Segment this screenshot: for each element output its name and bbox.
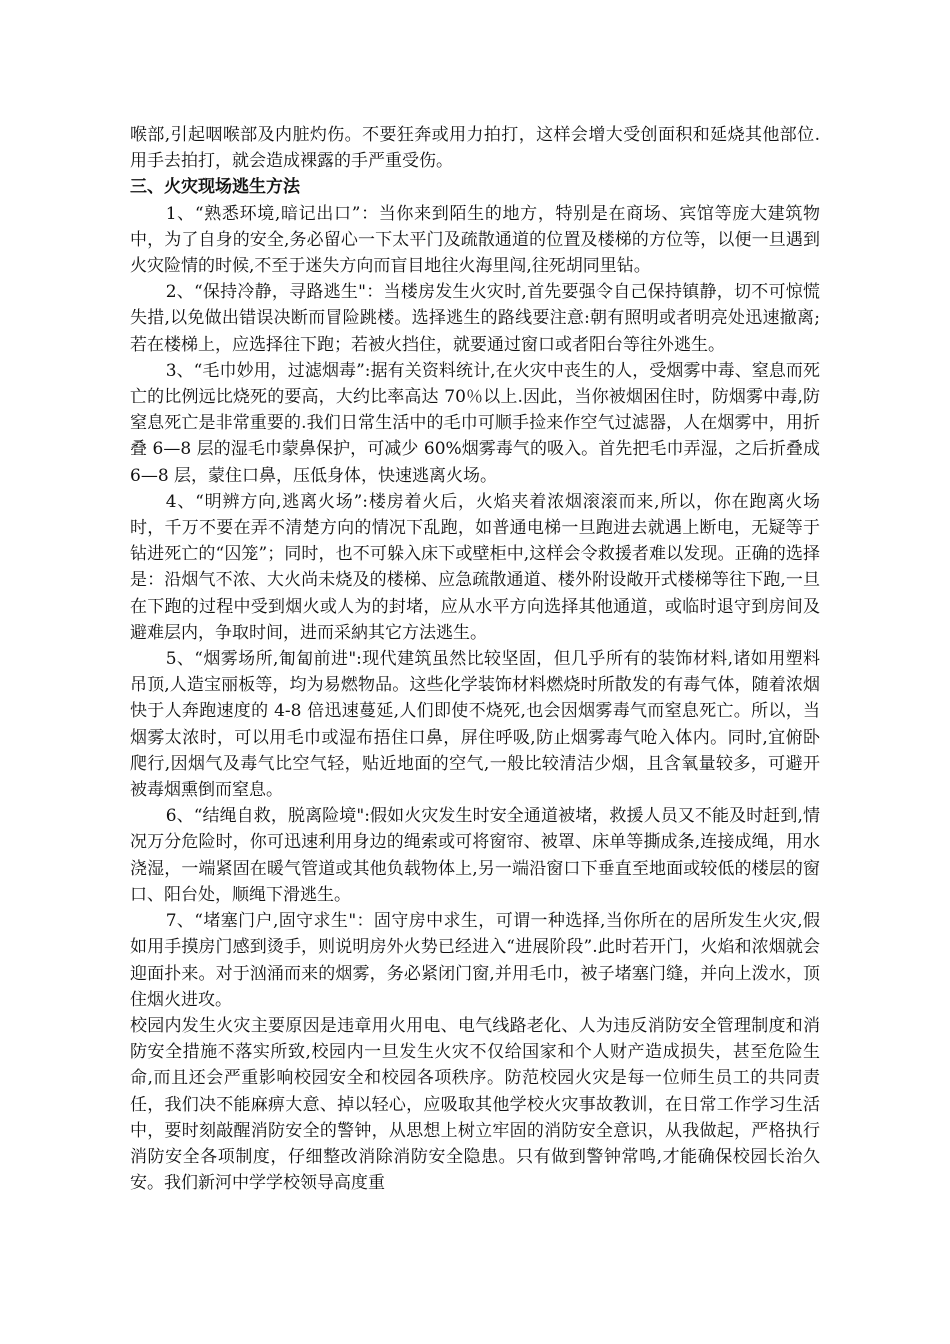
paragraph-item-7: 7、“堵塞门户,固守求生"：固守房中求生，可谓一种选择,当你所在的居所发生火灾,假如用手摸房门感到烫手，则说明房外火势已经进入“进展阶段”.此时若开门，火焰和浓烟就会迎面扑来。对于汹涌而来的烟雾，务必紧闭门窗,并用毛巾，被子堵塞门缝，并向上泼水，顶住烟火进攻。: [130, 911, 820, 1010]
section-heading: 三、火灾现场逃生方法: [130, 177, 300, 198]
paragraph-item-3: 3、“毛巾妙用，过滤烟毒”:据有关资料统计,在火灾中丧生的人，受烟雾中毒、窒息而死亡的比例远比烧死的要高，大约比率高达 70％以上.因此，当你被烟困住时，防烟雾中毒,防窒息死亡是非常重要的.我们日常生活中的毛巾可顺手捡来作空气过滤器，人在烟雾中，用折叠 6—8 层的湿毛巾蒙鼻保护，可减少 60%烟雾毒气的吸入。首先把毛巾弄湿，之后折叠成 6—8 层，蒙住口鼻，压低身体，快速逃离火场。: [130, 360, 820, 486]
paragraph-item-6: 6、“结绳自救，脱离险境":假如火灾发生时安全通道被堵，救援人员又不能及时赶到,情况万分危险时，你可迅速利用身边的绳索或可将窗帘、被罩、床单等撕成条,连接成绳，用水浇湿，一端紧固在暖气管道或其他负载物体上,另一端沿窗口下垂直至地面或较低的楼层的窗口、阳台处，顺绳下滑逃生。: [130, 806, 820, 905]
paragraph-item-5: 5、“烟雾场所,匍匐前进":现代建筑虽然比较坚固，但几乎所有的装饰材料,诸如用塑料吊顶,人造宝丽板等，均为易燃物品。这些化学装饰材料燃烧时所散发的有毒气体，随着浓烟快于人奔跑速度的 4-8 倍迅速蔓延,人们即使不烧死,也会因烟雾毒气而窒息死亡。所以，当烟雾太浓时，可以用毛巾或湿布捂住口鼻，屏住呼吸,防止烟雾毒气呛入体内。同时,宜俯卧爬行,因烟气及毒气比空气轻，贴近地面的空气,一般比较清洁少烟，且含氧量较多，可避开被毒烟熏倒而窒息。: [130, 649, 820, 801]
paragraph-item-1: 1、“熟悉环境,暗记出口”：当你来到陌生的地方，特别是在商场、宾馆等庞大建筑物中，为了自身的安全,务必留心一下太平门及疏散通道的位置及楼梯的方位等，以便一旦遇到火灾险情的时候,不至于迷失方向而盲目地往火海里闯,往死胡同里钻。: [130, 203, 820, 277]
paragraph-item-4: 4、“明辨方向,逃离火场”:楼房着火后，火焰夹着浓烟滚滚而来,所以，你在跑离火场时，千万不要在弄不清楚方向的情况下乱跑，如普通电梯一旦跑进去就遇上断电，无疑等于钻进死亡的“囚笼”；同时，也不可躲入床下或壁柜中,这样会令救援者难以发现。正确的选择是：沿烟气不浓、大火尚未烧及的楼梯、应急疏散通道、楼外附设敞开式楼梯等往下跑,一旦在下跑的过程中受到烟火或人为的封堵，应从水平方向选择其他通道，或临时退守到房间及避难层内，争取时间，进而采納其它方法逃生。: [130, 491, 820, 643]
paragraph-item-2: 2、“保持冷静，寻路逃生"：当楼房发生火灾时,首先要强令自己保持镇静，切不可惊慌失措,以免做出错误决断而冒险跳楼。选择逃生的路线要注意:朝有照明或者明亮处迅速撤离;若在楼梯上，应选择往下跑；若被火挡住，就要通过窗口或者阳台等往外逃生。: [130, 282, 820, 355]
paragraph-campus-fire: 校园内发生火灾主要原因是违章用火用电、电气线路老化、人为违反消防安全管理制度和消防安全措施不落实所致,校园内一旦发生火灾不仅给国家和个人财产造成损失，甚至危险生命,而且还会严重影响校园安全和校园各项秩序。防范校园火灾是每一位师生员工的共同责任，我们决不能麻痹大意、掉以轻心，应吸取其他学校火灾事故教训，在日常工作学习生活中，要时刻敲醒消防安全的警钟，从思想上树立牢固的消防安全意识，从我做起，严格执行消防安全各项制度，仔细整改消除消防安全隐患。只有做到警钟常鸣,才能确保校园长治久安。我们新河中学学校领导高度重: [130, 1015, 820, 1194]
paragraph-continuation: 喉部,引起咽喉部及内脏灼伤。不要狂奔或用力拍打，这样会增大受创面积和延烧其他部位.用手去拍打，就会造成裸露的手严重受伤。: [130, 125, 820, 172]
document-body: [130, 122, 820, 1196]
